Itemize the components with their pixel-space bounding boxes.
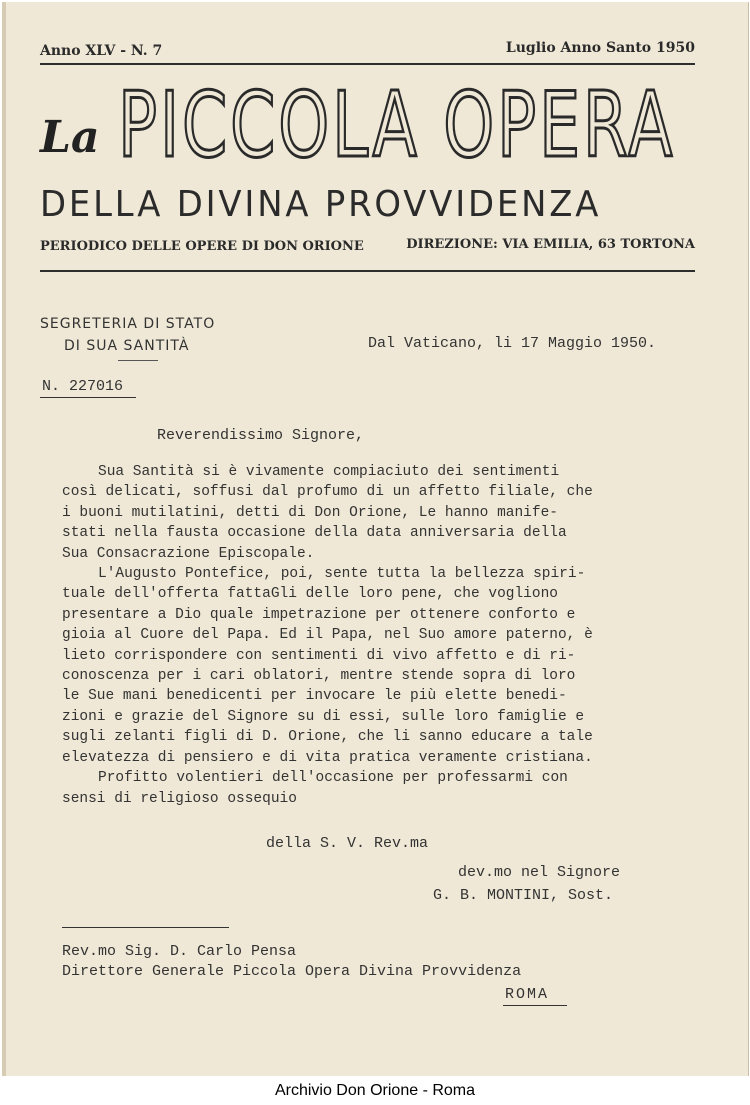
body-line: presentare a Dio quale impetrazione per ottenere conforto e	[62, 606, 576, 623]
body-line: sensi di religioso ossequio	[62, 790, 297, 807]
body-line: Sua Santità si è vivamente compiaciuto dei sentimenti	[98, 464, 560, 480]
body-line: stati nella fausta occasione della data anniversaria della	[62, 525, 567, 542]
letter-body	[62, 462, 674, 809]
closing-greeting: dev.mo nel Signore	[458, 864, 621, 881]
periodical-label: PERIODICO DELLE OPERE DI DON ORIONE	[40, 239, 364, 254]
paragraph-1	[62, 462, 674, 564]
addressee-name: Rev.mo Sig. D. Carlo Pensa	[62, 943, 297, 960]
title-main: PICCOLA OPERA	[118, 73, 676, 178]
sender-underline	[118, 360, 158, 361]
masthead-title	[40, 73, 700, 178]
body-line: gioia al Cuore del Papa. Ed il Papa, nel Suo amore paterno, è	[62, 627, 593, 644]
body-line: zioni e grazie del Signore su di essi, sulle loro famiglie e	[62, 708, 585, 725]
addressee-divider	[62, 927, 229, 928]
addressee-city: ROMA	[505, 986, 550, 1003]
body-line: lieto corrispondere con sentimenti di vivo affetto e di ri-	[62, 647, 576, 664]
closing-formula: della S. V. Rev.ma	[266, 835, 429, 852]
city-underline	[503, 1005, 567, 1006]
body-line: Profitto volentieri dell'occasione per professarmi con	[98, 770, 568, 787]
paragraph-2	[62, 564, 674, 768]
body-line: elevatezza di pensiero e di vita pratica veramente cristiana.	[62, 749, 593, 766]
body-line: le Sue mani benedicenti per invocare le più elette benedi-	[62, 688, 567, 705]
paragraph-3	[62, 768, 674, 809]
addressee-title: Direttore Generale Piccola Opera Divina Provvidenza	[62, 963, 522, 980]
body-line: sugli zelanti figli di D. Orione, che li sanno educare a tale	[62, 729, 593, 746]
letter-dateline: Dal Vaticano, li 17 Maggio 1950.	[368, 335, 657, 352]
body-line: L'Augusto Pontefice, poi, sente tutta la bellezza spiri-	[98, 566, 586, 583]
title-article: La	[40, 112, 100, 163]
direction-address: DIREZIONE: VIA EMILIA, 63 TORTONA	[406, 237, 695, 252]
archive-footer: Archivio Don Orione - Roma	[274, 1082, 476, 1099]
body-line: tuale dell'offerta fattaGli delle loro pene, che vogliono	[62, 586, 558, 603]
body-line: i buoni mutilatini, detti di Don Orione, Le hanno manife-	[62, 504, 558, 521]
masthead-top-rule	[40, 63, 695, 65]
protocol-underline	[40, 397, 136, 398]
signature: G. B. MONTINI, Sost.	[433, 887, 614, 904]
body-line: conoscenza per i cari oblatori, mentre stende sopra di loro	[62, 668, 576, 685]
page-binding-edge	[2, 2, 6, 1076]
body-line: così delicati, soffusi dal profumo di un affetto filiale, che	[62, 484, 593, 501]
salutation: Reverendissimo Signore,	[157, 427, 365, 444]
masthead-bottom-rule	[40, 270, 695, 272]
body-line: Sua Consacrazione Episcopale.	[62, 545, 315, 562]
sender-line-2: DI SUA SANTITÀ	[64, 338, 190, 354]
issue-number: Anno XLV - N. 7	[40, 43, 163, 59]
protocol-number: N. 227016	[42, 378, 124, 395]
sender-office	[40, 313, 215, 357]
sender-line-1: SEGRETERIA DI STATO	[40, 316, 216, 332]
masthead-subtitle: DELLA DIVINA PROVVIDENZA	[40, 184, 602, 225]
issue-date: Luglio Anno Santo 1950	[505, 40, 695, 56]
